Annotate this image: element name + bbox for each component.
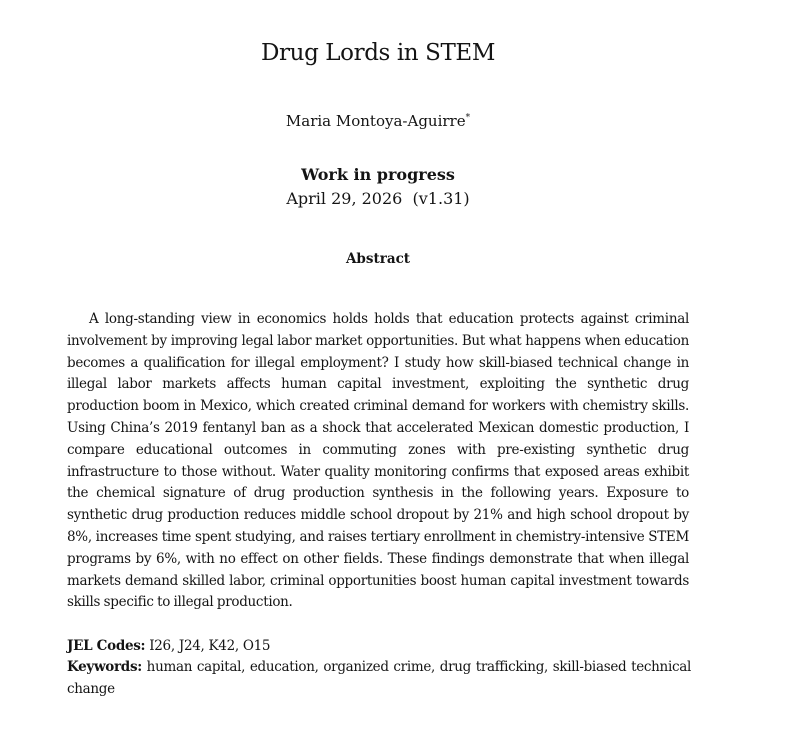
author-footnote-mark: *: [465, 113, 471, 123]
date-version-line: April 29, 2026 (v1.31): [286, 189, 470, 208]
abstract-heading: Abstract: [345, 251, 411, 267]
author-name: Maria Montoya-Aguirre: [285, 112, 466, 130]
author-line: [0, 112, 756, 130]
keywords-value: human capital, education, organized crime, drug trafficking, skill-biased technical change: [67, 659, 691, 697]
paper-title: Drug Lords in STEM: [261, 40, 495, 66]
status-line: Work in progress: [301, 165, 455, 184]
jel-codes-line: [67, 636, 689, 658]
abstract-text: A long-standing view in economics holds holds that education protects against criminal involvement by improving legal labor market opportunities. But what happens when education becomes a qualification for illegal employment? I study how skill-biased technical change in illegal labor markets affects human capital investment, exploiting the synthetic drug production boom in Mexico, which created criminal demand for workers with chemistry skills. Using China’s 2019 fentanyl ban as a shock that accelerated Mexican domestic production, I compare educational outcomes in commuting zones with pre-existing synthetic drug infrastructure to those without. Water quality monitoring confirms that exposed areas exhibit the chemical signature of drug production synthesis in the following years. Exposure to synthetic drug production reduces middle school dropout by 21% and high school dropout by 8%, increases time spent studying, and raises tertiary enrollment in chemistry-intensive STEM programs by 6%, with no effect on other fields. These findings demonstrate that when illegal markets demand skilled labor, criminal opportunities boost human capital investment towards skills specific to illegal production.: [67, 311, 689, 611]
keywords-line: [67, 657, 691, 701]
jel-codes-label: JEL Codes:: [67, 638, 146, 654]
jel-codes-value: I26, J24, K42, O15: [149, 638, 271, 654]
keywords-label: Keywords:: [67, 659, 142, 675]
